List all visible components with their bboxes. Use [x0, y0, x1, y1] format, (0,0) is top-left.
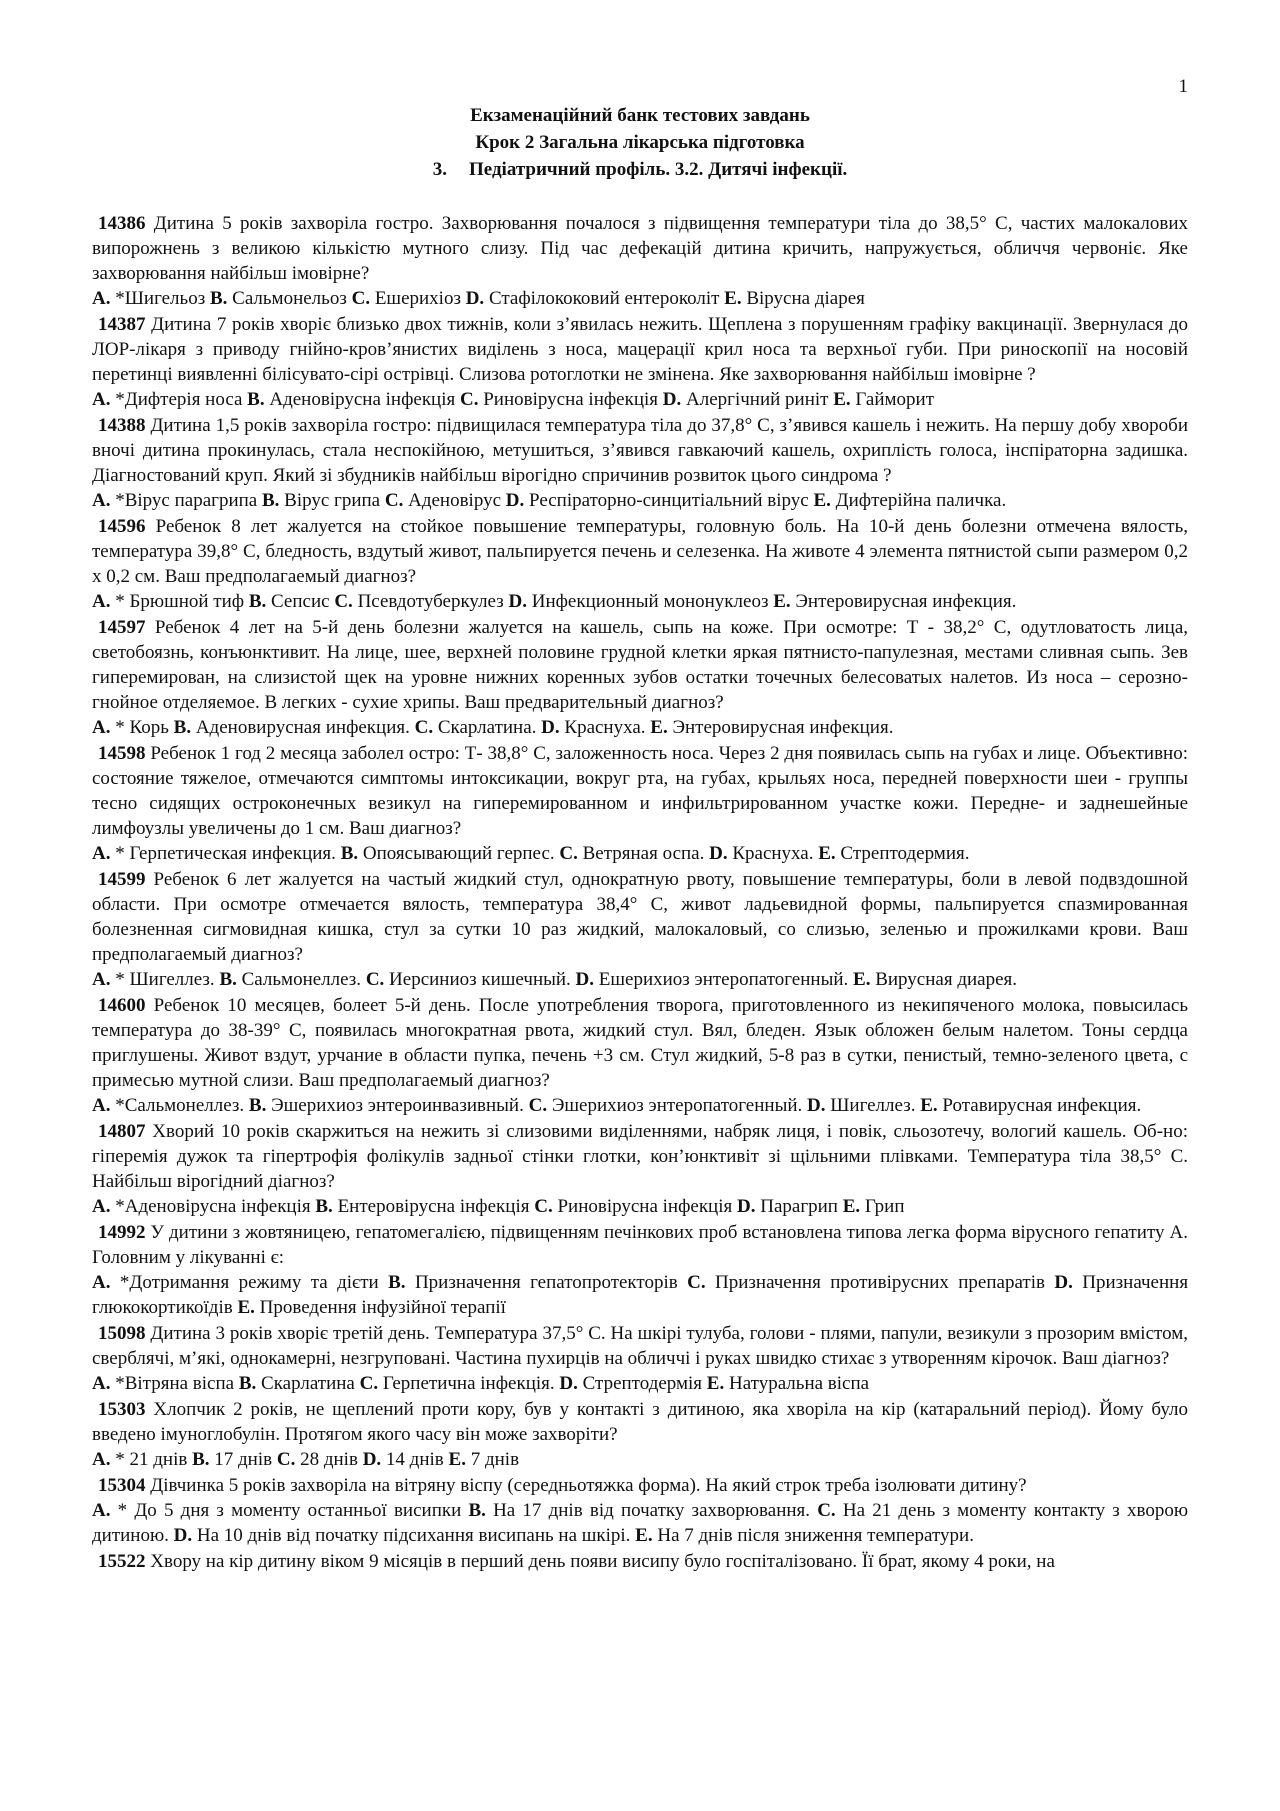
answer-text: * Герпетическая инфекция.	[115, 843, 336, 864]
question-body: Ребенок 8 лет жалуется на стойкое повышение температуры, головную боль. На 10-й день болезни отмечена вялость, температура 39,8° С, бледность, вздутый живот, пальпируется печень и селезенка. На животе 4 элемента пятнистой сыпи размером 0,2 х 0,2 см. Ваш предполагаемый диагноз?	[92, 516, 1188, 587]
answer-letter: C.	[414, 717, 434, 738]
answer-text: Сальмонельоз	[232, 288, 347, 309]
question-text	[92, 211, 1188, 286]
answer-letter: D.	[465, 288, 485, 309]
answer-text: * 21 днів	[115, 1449, 188, 1470]
answer-text: Сепсис	[271, 591, 330, 612]
answer-text: На 21 день з моменту контакту з хворою дитиною.	[92, 1500, 1189, 1546]
answer-letter: A.	[92, 591, 111, 612]
answer-letter: E.	[818, 843, 836, 864]
answer-letter: B.	[209, 288, 228, 309]
question-item	[92, 1549, 1188, 1574]
question-id: 14598	[98, 743, 146, 764]
question-text	[92, 867, 1188, 967]
answer-text: Респіраторно-синцитіальний вірус	[529, 490, 809, 511]
question-id: 15303	[98, 1399, 146, 1420]
answer-text: *Аденовірусна інфекція	[115, 1196, 311, 1217]
answer-letter: D.	[1054, 1272, 1073, 1293]
answer-letter: C.	[359, 1373, 379, 1394]
answer-text: Грип	[864, 1196, 905, 1217]
answer-letter: D.	[508, 591, 527, 612]
answer-letter: E.	[842, 1196, 861, 1217]
question-id: 15304	[98, 1475, 146, 1496]
answer-options	[92, 589, 1188, 614]
answer-letter: D.	[362, 1449, 382, 1470]
answer-letter: E.	[853, 969, 871, 990]
header-subtitle: Крок 2 Загальна лікарська підготовка	[475, 132, 805, 153]
answer-letter: B.	[468, 1500, 486, 1521]
answer-text: Проведення інфузійної терапії	[259, 1297, 506, 1318]
answer-letter: C.	[351, 288, 371, 309]
answer-text: 14 днів	[385, 1449, 444, 1470]
answer-text: Краснуха.	[564, 717, 646, 738]
header-section	[92, 156, 1188, 183]
answer-letter: D.	[173, 1525, 193, 1546]
answer-text: На 7 днів після зниження температури.	[657, 1525, 974, 1546]
question-body: Дитина 5 років захворіла гостро. Захворювання почалося з підвищення температури тіла до 38,5° С, частих малокалових випорожнень з великою кількістю мутного слизу. Під час дефекацій дитина кричить, напружується, обличчя червоніє. Яке захворювання найбільш імовірне?	[92, 213, 1189, 284]
answer-letter: D.	[709, 843, 728, 864]
question-list	[92, 211, 1188, 1574]
answer-letter: B.	[192, 1449, 210, 1470]
question-text	[92, 514, 1188, 589]
answer-text: Стрептодермия.	[840, 843, 970, 864]
question-body: У дитини з жовтяницею, гепатомегалією, підвищенням печінкових проб встановлена типова легка форма вірусного гепатиту А. Головним у лікуванні є:	[92, 1222, 1188, 1268]
answer-letter: A.	[92, 389, 111, 410]
answer-letter: D.	[559, 1373, 578, 1394]
answer-text: 28 днів	[300, 1449, 358, 1470]
answer-letter: E.	[650, 717, 668, 738]
answer-letter: E.	[237, 1297, 255, 1318]
answer-text: Шигеллез.	[830, 1095, 916, 1116]
answer-letter: A.	[92, 1272, 111, 1293]
question-item	[92, 413, 1188, 513]
question-body: Хвору на кір дитину віком 9 місяців в перший день появи висипу було госпіталізовано. Її брат, якому 4 роки, на	[150, 1551, 1055, 1572]
answer-letter: C.	[276, 1449, 296, 1470]
document-header	[92, 102, 1188, 183]
answer-letter: C.	[528, 1095, 548, 1116]
answer-letter: A.	[92, 1373, 111, 1394]
question-body: Дитина 7 років хворіє близько двох тижнів, коли з’явилась нежить. Щеплена з порушенням графіку вакцинації. Звернулася до ЛОР-лікаря з приводу гнійно-кров’янистих виділень з носа, мацерації крил носа та верхньої губи. При риноскопії на носовій перетинці виявленні білісувато-сірі острівці. Слизова ротоглотки не змінена. Яке захворювання найбільш імовірне ?	[92, 314, 1189, 385]
answer-text: Аденовірус	[408, 490, 502, 511]
answer-letter: E.	[448, 1449, 466, 1470]
question-id: 14388	[98, 415, 146, 436]
answer-options	[92, 1194, 1188, 1219]
question-body: Ребенок 1 год 2 месяца заболел остро: Т- 38,8° С, заложенность носа. Через 2 дня появилась сыпь на губах и лице. Объективно: состояние тяжелое, отмечаются симптомы интоксикации, вокруг рта, на губах, крыльях носа, передней поверхности шеи - группы тесно сидящих остроконечных везикул на гиперемированном и инфильтрированном участке кожи. Передне- и заднешейные лимфоузлы увеличены до 1 см. Ваш диагноз?	[92, 743, 1189, 839]
answer-text: Вірусна діарея	[746, 288, 865, 309]
answer-letter: D.	[662, 389, 682, 410]
answer-text: Аденовірусна інфекція	[269, 389, 456, 410]
answer-letter: C.	[817, 1500, 836, 1521]
answer-text: Вірус грипа	[284, 490, 381, 511]
page-number: 1	[1178, 76, 1188, 97]
answer-text: Опоясывающий герпес.	[362, 843, 555, 864]
answer-text: Ветряная оспа.	[582, 843, 705, 864]
question-body: Хлопчик 2 років, не щеплений проти кору, був у контакті з дитиною, яка хворіла на кір (катаральний період). Йому було введено імуноглобулін. Протягом якого часу він може захворіти?	[92, 1399, 1189, 1445]
answer-letter: A.	[92, 843, 111, 864]
question-text	[92, 1119, 1188, 1194]
question-body: Дитина 1,5 років захворіла гостро: підвищилася температура тіла до 37,8° С, з’явився кашель і нежить. На першу добу хвороби вночі дитина прокинулась, стала неспокійною, метушиться, з’явився гавкаючий кашель, охриплість голоса, інспіраторна задишка. Діагностований круп. Який зі збудників найбільш вірогідно спричинив розвиток цього синдрома ?	[92, 415, 1188, 486]
answer-text: *Сальмонеллез.	[115, 1095, 245, 1116]
question-id: 14992	[98, 1222, 146, 1243]
answer-letter: C.	[384, 490, 404, 511]
answer-letter: A.	[92, 1449, 111, 1470]
question-id: 15098	[98, 1323, 146, 1344]
question-text	[92, 1397, 1188, 1447]
answer-text: Аденовирусная инфекция.	[195, 717, 410, 738]
answer-text: Призначення противірусних препаратів	[715, 1272, 1045, 1293]
answer-text: Вирусная диарея.	[875, 969, 1018, 990]
answer-text: Скарлатина	[261, 1373, 355, 1394]
answer-letter: A.	[92, 717, 111, 738]
answer-letter: E.	[813, 490, 831, 511]
question-text	[92, 993, 1188, 1093]
answer-letter: B.	[173, 717, 192, 738]
question-id: 15522	[98, 1551, 146, 1572]
answer-text: Энтеровирусная инфекция.	[795, 591, 1017, 612]
answer-text: * Шигеллез.	[115, 969, 215, 990]
answer-letter: B.	[261, 490, 280, 511]
answer-options	[92, 286, 1188, 311]
answer-text: Эшерихиоз энтеропатогенный.	[551, 1095, 803, 1116]
answer-text: Натуральна віспа	[728, 1373, 870, 1394]
answer-text: Иерсиниоз кишечный.	[389, 969, 571, 990]
question-id: 14807	[98, 1121, 146, 1142]
question-text	[92, 615, 1188, 715]
question-id: 14387	[98, 314, 146, 335]
question-body: Дівчинка 5 років захворіла на вітряну віспу (середньотяжка форма). На який строк треба ізолювати дитину?	[150, 1475, 1027, 1496]
question-item	[92, 741, 1188, 866]
answer-text: Ешерихиоз энтеропатогенный.	[598, 969, 849, 990]
answer-letter: C.	[365, 969, 385, 990]
answer-letter: D.	[505, 490, 525, 511]
answer-text: Ешерихіоз	[374, 288, 461, 309]
answer-text: Риновірусна інфекція	[557, 1196, 733, 1217]
answer-text: 7 днів	[470, 1449, 520, 1470]
answer-letter: C.	[460, 389, 479, 410]
section-number: 3.	[432, 159, 447, 180]
answer-letter: D.	[541, 717, 560, 738]
answer-text: Гайморит	[855, 389, 934, 410]
question-text	[92, 1220, 1188, 1270]
answer-text: Стафілококовий ентероколіт	[488, 288, 720, 309]
question-text	[92, 413, 1188, 488]
question-item	[92, 1119, 1188, 1219]
question-id: 14599	[98, 869, 146, 890]
question-text	[92, 1549, 1188, 1574]
question-item	[92, 1397, 1188, 1472]
answer-letter: B.	[248, 591, 267, 612]
answer-letter: E.	[724, 288, 742, 309]
answer-letter: C.	[334, 591, 353, 612]
answer-letter: E.	[706, 1373, 725, 1394]
question-item	[92, 514, 1188, 614]
answer-letter: D.	[737, 1196, 756, 1217]
answer-text: * Брюшной тиф	[115, 591, 245, 612]
answer-letter: C.	[534, 1196, 553, 1217]
answer-letter: E.	[773, 591, 791, 612]
question-item	[92, 211, 1188, 311]
answer-letter: B.	[247, 389, 265, 410]
question-body: Ребенок 4 лет на 5-й день болезни жалуется на кашель, сыпь на коже. При осмотре: Т - 38,2° С, одутловатость лица, светобоязнь, конъюнктивит. На лице, шее, верхней половине грудной клетки яркая пятнисто-папулезная, местами сливная сыпь. Зев гиперемирован, на слизистой щек на уровне нижних коренных зубов остатки точечных белесоватых налетов. Из носа – серозно-гнойное отделяемое. В легких - сухие хрипы. Ваш предварительный диагноз?	[92, 617, 1189, 713]
answer-text: Псевдотуберкулез	[357, 591, 504, 612]
answer-options	[92, 488, 1188, 513]
answer-text: Стрептодермія	[582, 1373, 703, 1394]
answer-text: Эшерихиоз энтероинвазивный.	[271, 1095, 524, 1116]
answer-options	[92, 1498, 1188, 1548]
answer-text: Краснуха.	[732, 843, 814, 864]
answer-letter: C.	[687, 1272, 706, 1293]
answer-options	[92, 967, 1188, 992]
answer-text: Дифтерійна паличка.	[835, 490, 1007, 511]
answer-text: Инфекционный мононуклеоз	[531, 591, 769, 612]
question-body: Ребенок 6 лет жалуется на частый жидкий стул, однократную рвоту, повышение температуры, боли в левой подвздошной области. При осмотре отмечается вялость, температура 38,4° С, живот ладьевидной формы, пальпируется спазмированная болезненная сигмовидная кишка, стул за сутки 10 раз жидкий, малокаловый, со слизью, зеленью и прожилками крови. Ваш предполагаемый диагноз?	[92, 869, 1189, 965]
answer-options	[92, 1270, 1188, 1320]
answer-options	[92, 1447, 1188, 1472]
answer-letter: B.	[340, 843, 359, 864]
question-id: 14386	[98, 213, 146, 234]
answer-letter: C.	[559, 843, 578, 864]
answer-letter: A.	[92, 969, 111, 990]
answer-options	[92, 1093, 1188, 1118]
answer-text: Скарлатина.	[437, 717, 537, 738]
question-item	[92, 615, 1188, 740]
answer-letter: B.	[388, 1272, 406, 1293]
answer-options	[92, 387, 1188, 412]
answer-letter: E.	[635, 1525, 653, 1546]
answer-text: Герпетична інфекція.	[382, 1373, 555, 1394]
answer-letter: B.	[248, 1095, 267, 1116]
answer-options	[92, 1371, 1188, 1396]
answer-text: 17 днів	[214, 1449, 273, 1470]
question-text	[92, 741, 1188, 841]
question-body: Ребенок 10 месяцев, болеет 5-й день. После употребления творога, приготовленного из некипяченого молока, повысилась температура до 38-39° С, появилась многократная рвота, жидкий стул. Вял, бледен. Язык обложен белым налетом. Тоны сердца приглушены. Живот вздут, урчание в области пупка, печень +3 см. Стул жидкий, 5-8 раз в сутки, пенистый, темно-зеленого цвета, с примесью мутной слизи. Ваш предполагаемый диагноз?	[92, 995, 1188, 1091]
question-item	[92, 1220, 1188, 1320]
document-page	[92, 70, 1188, 1574]
answer-text: *Шигельоз	[115, 288, 206, 309]
answer-letter: A.	[92, 1500, 111, 1521]
answer-letter: B.	[219, 969, 237, 990]
header-title: Екзаменаційний банк тестових завдань	[470, 105, 810, 126]
answer-text: *Дотримання режиму та дієти	[119, 1272, 379, 1293]
answer-text: Призначення гепатопротекторів	[414, 1272, 678, 1293]
answer-letter: A.	[92, 1196, 111, 1217]
question-item	[92, 993, 1188, 1118]
answer-letter: B.	[315, 1196, 333, 1217]
answer-text: *Вірус парагрипа	[115, 490, 258, 511]
answer-text: Алергічний риніт	[686, 389, 829, 410]
question-id: 14597	[98, 617, 146, 638]
answer-text: *Вітряна віспа	[115, 1373, 235, 1394]
answer-letter: B.	[238, 1373, 257, 1394]
answer-text: Сальмонеллез.	[241, 969, 362, 990]
question-item	[92, 867, 1188, 992]
answer-text: Риновірусна інфекція	[483, 389, 659, 410]
answer-text: На 17 днів від початку захворювання.	[493, 1500, 811, 1521]
question-text	[92, 312, 1188, 387]
answer-text: Призначення глюкокортикоїдів	[92, 1272, 1189, 1318]
answer-letter: E.	[920, 1095, 938, 1116]
answer-text: * До 5 дня з моменту останньої висипки	[117, 1500, 462, 1521]
answer-letter: A.	[92, 1095, 111, 1116]
answer-text: Энтеровирусная инфекция.	[672, 717, 894, 738]
answer-letter: A.	[92, 490, 111, 511]
answer-text: * Корь	[115, 717, 169, 738]
answer-text: Парагрип	[760, 1196, 838, 1217]
answer-letter: A.	[92, 288, 111, 309]
answer-text: *Дифтерія носа	[115, 389, 243, 410]
question-item	[92, 1321, 1188, 1396]
question-text	[92, 1321, 1188, 1371]
answer-letter: E.	[833, 389, 851, 410]
question-id: 14596	[98, 516, 146, 537]
answer-text: Ентеровірусна інфекція	[337, 1196, 530, 1217]
answer-options	[92, 715, 1188, 740]
question-text	[92, 1473, 1188, 1498]
answer-text: Ротавирусная инфекция.	[942, 1095, 1142, 1116]
answer-options	[92, 841, 1188, 866]
question-item	[92, 312, 1188, 412]
section-title: Педіатричний профіль. 3.2. Дитячі інфекції.	[468, 159, 848, 180]
answer-text: На 10 днів від початку підсихання висипань на шкірі.	[196, 1525, 631, 1546]
question-item	[92, 1473, 1188, 1548]
answer-letter: D.	[807, 1095, 826, 1116]
answer-letter: D.	[575, 969, 595, 990]
question-body: Дитина 3 років хворіє третій день. Температура 37,5° С. На шкірі тулуба, голови - плями, папули, везикули з прозорим вмістом, сверблячі, м’які, однокамерні, незгруповані. Частина пухирців на обличчі і руках швидко стихає з утворенням кірочок. Ваш діагноз?	[92, 1323, 1188, 1369]
question-id: 14600	[98, 995, 146, 1016]
question-body: Хворий 10 років скаржиться на нежить зі слизовими виділеннями, набряк лиця, і повік, сльозотечу, вологий кашель. Об-но: гіперемія дужок та гіпертрофія фолікулів задньої стінки глотки, кон’юнктивіт зі щільними плівками. Температура тіла 38,5° С. Найбільш вірогідний діагноз?	[92, 1121, 1188, 1192]
